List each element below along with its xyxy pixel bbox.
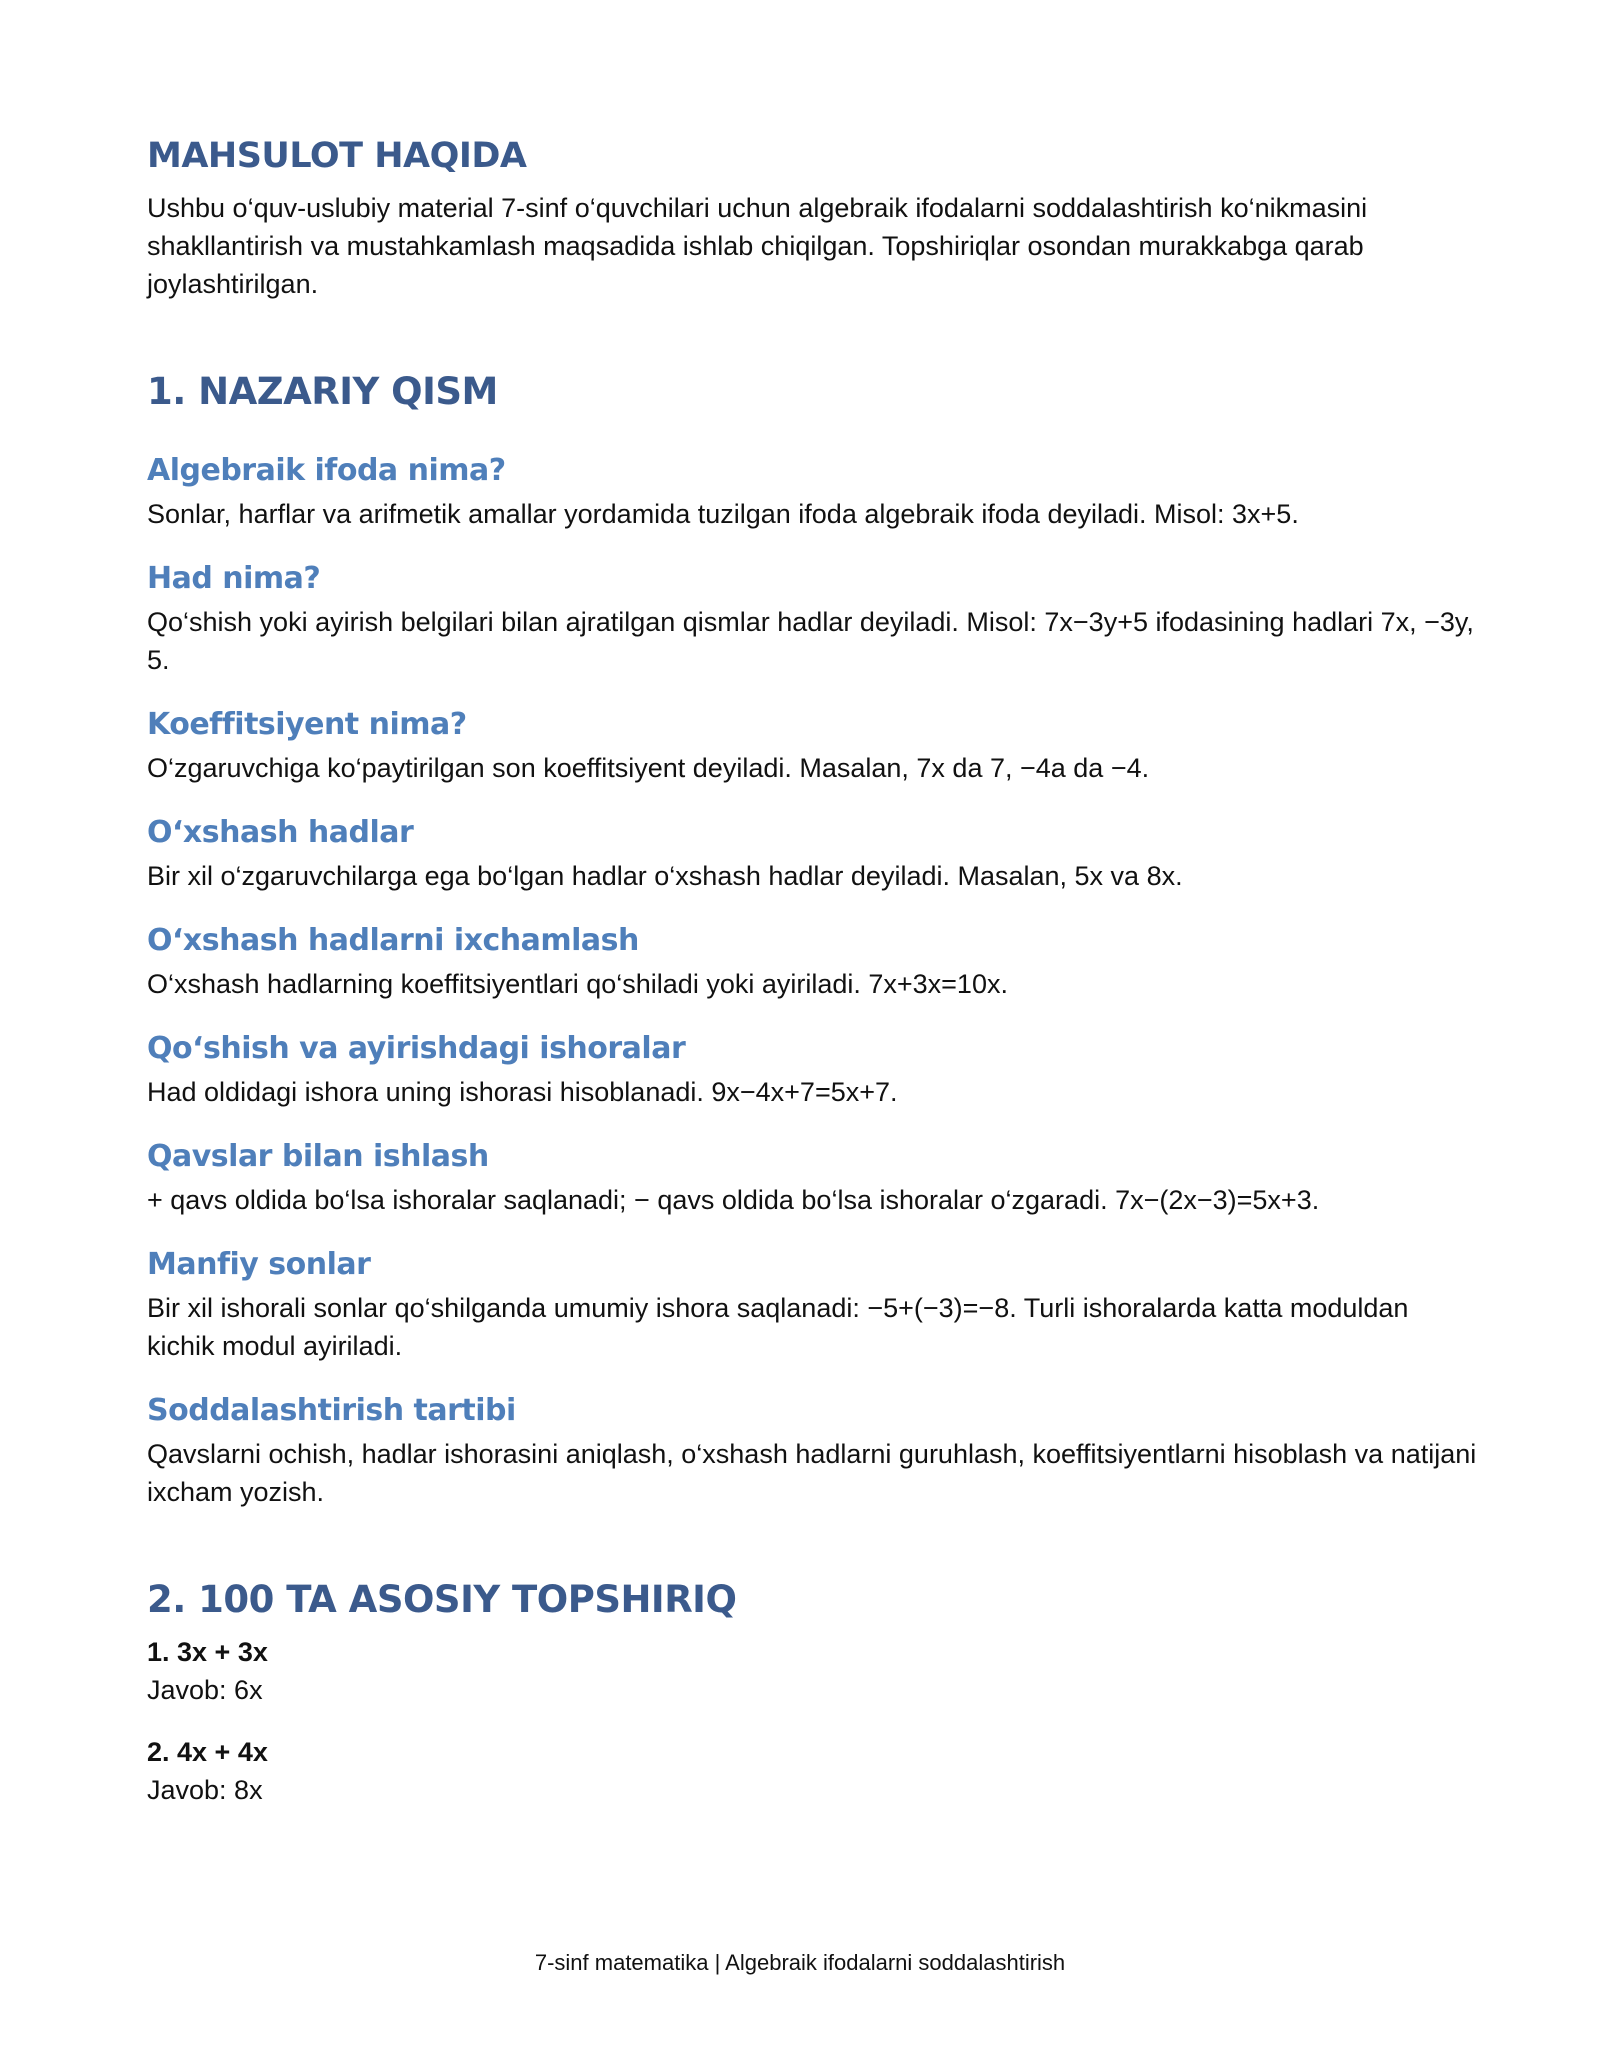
- about-title: MAHSULOT HAQIDA: [147, 136, 527, 176]
- topic-heading: Algebraik ifoda nima?: [147, 453, 506, 488]
- topic-coefficient: [147, 705, 1477, 787]
- topic-algebraic-expression: [147, 451, 1477, 533]
- topic-brackets: [147, 1137, 1477, 1219]
- topic-text: + qavs oldida bo‘lsa ishoralar saqlanadi; − qavs oldida bo‘lsa ishoralar o‘zgaradi. 7x−(2x−3)=5x+3.: [147, 1185, 1320, 1215]
- topic-heading: Soddalashtirish tartibi: [147, 1393, 516, 1428]
- section2-title: 2. 100 TA ASOSIY TOPSHIRIQ: [147, 1578, 737, 1621]
- topic-heading: Had nima?: [147, 561, 321, 596]
- task-question: 2. 4x + 4x: [147, 1737, 268, 1768]
- topic-text: Bir xil ishorali sonlar qo‘shilganda umumiy ishora saqlanadi: −5+(−3)=−8. Turli ishoralarda katta moduldan kichik modul ayiriladi.: [147, 1293, 1409, 1361]
- topic-text: O‘xshash hadlarning koeffitsiyentlari qo‘shiladi yoki ayiriladi. 7x+3x=10x.: [147, 969, 1008, 999]
- topic-text: Sonlar, harflar va arifmetik amallar yordamida tuzilgan ifoda algebraik ifoda deyiladi. Misol: 3x+5.: [147, 499, 1299, 529]
- topic-signs: [147, 1029, 1477, 1111]
- task-answer: Javob: 8x: [147, 1775, 263, 1806]
- about-text: Ushbu o‘quv-uslubiy material 7-sinf o‘quvchilari uchun algebraik ifodalarni soddalashtirish ko‘nikmasini shakllantirish va mustahkamlash maqsadida ishlab chiqilgan. Topshiriqlar osondan murakkabga qarab joylashtirilgan.: [147, 192, 1368, 299]
- task-answer: Javob: 6x: [147, 1675, 263, 1706]
- topic-heading: Qo‘shish va ayirishdagi ishoralar: [147, 1031, 686, 1066]
- topic-text: Bir xil o‘zgaruvchilarga ega bo‘lgan hadlar o‘xshash hadlar deyiladi. Masalan, 5x va 8x.: [147, 861, 1183, 891]
- topic-heading: O‘xshash hadlarni ixchamlash: [147, 923, 639, 958]
- topic-text: Had oldidagi ishora uning ishorasi hisoblanadi. 9x−4x+7=5x+7.: [147, 1077, 898, 1107]
- page-footer: 7-sinf matematika | Algebraik ifodalarni soddalashtirish: [534, 1950, 1066, 1975]
- topic-text: Qavslarni ochish, hadlar ishorasini aniqlash, o‘xshash hadlarni guruhlash, koeffitsiyentlarni hisoblash va natijani ixcham yozish.: [147, 1439, 1477, 1507]
- task-list: [147, 1633, 1477, 1809]
- topic-heading: Qavslar bilan ishlash: [147, 1139, 489, 1174]
- topic-heading: O‘xshash hadlar: [147, 815, 414, 850]
- theory-topics: [147, 451, 1477, 1511]
- topic-like-terms: [147, 813, 1477, 895]
- task-item: [147, 1733, 1477, 1809]
- topic-term: [147, 559, 1477, 679]
- topic-heading: Koeffitsiyent nima?: [147, 707, 467, 742]
- document-page: [147, 135, 1477, 1833]
- topic-heading: Manfiy sonlar: [147, 1247, 371, 1282]
- topic-simplification-order: [147, 1391, 1477, 1511]
- task-question: 1. 3x + 3x: [147, 1637, 268, 1668]
- topic-combining-like-terms: [147, 921, 1477, 1003]
- topic-text: Qo‘shish yoki ayirish belgilari bilan ajratilgan qismlar hadlar deyiladi. Misol: 7x−3y+5 ifodasining hadlari 7x, −3y, 5.: [147, 607, 1474, 675]
- topic-negative-numbers: [147, 1245, 1477, 1365]
- section1-title: 1. NAZARIY QISM: [147, 369, 498, 413]
- topic-text: O‘zgaruvchiga ko‘paytirilgan son koeffitsiyent deyiladi. Masalan, 7x da 7, −4a da −4.: [147, 753, 1150, 783]
- task-item: [147, 1633, 1477, 1709]
